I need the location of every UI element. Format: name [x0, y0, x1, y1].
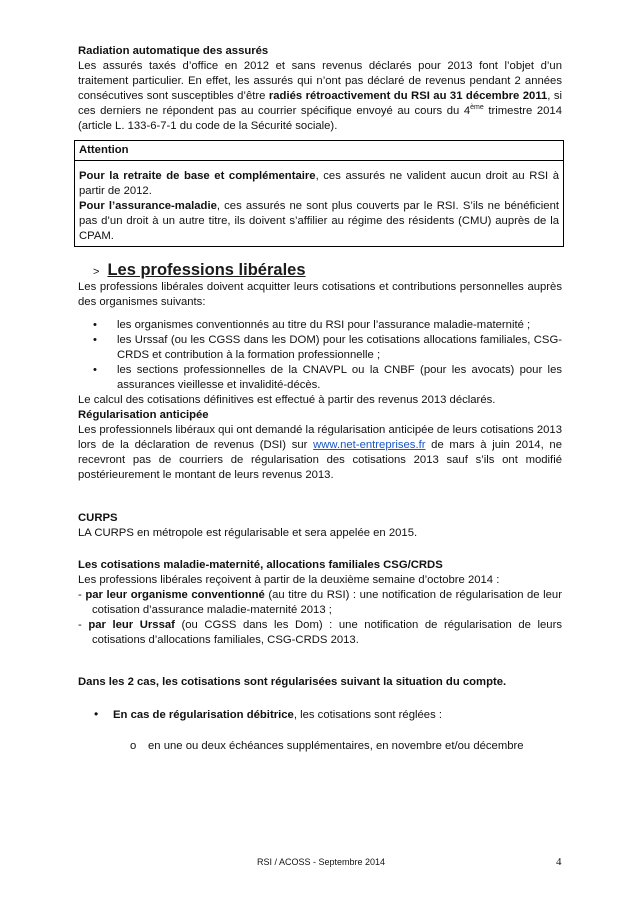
cotis-item-urssaf: - par leur Urssaf (ou CGSS dans les Dom) : une notification de régularisation de leurs cotisations d’allocations familiales, CSG-CRDS 2013. — [78, 619, 562, 646]
page-number: 4 — [556, 856, 562, 868]
curps-paragraph: LA CURPS en métropole est régularisable et sera appelée en 2015. — [78, 527, 418, 539]
debitrice-subitem: o en une ou deux échéances supplémentaires, en novembre et/ou décembre — [130, 740, 524, 752]
attention-title: Attention — [79, 144, 129, 156]
document-page — [78, 44, 562, 754]
attention-body: Pour la retraite de base et complémentaire, ces assurés ne valident aucun droit au RSI à partir de 2012. Pour l’assurance-maladie, ces assurés ne sont plus couverts par le RSI. S’ils ne bénéficient pas d’un droit à un autre titre, ils doivent s’affilier au régime des résidents (CMU) auprès de la CPAM. — [75, 160, 563, 246]
debitrice-item: • En cas de régularisation débitrice, les cotisations sont réglées : — [94, 707, 443, 721]
footer-text: RSI / ACOSS - Septembre 2014 — [257, 857, 386, 867]
organismes-list — [78, 318, 562, 393]
list-item: • les organismes conventionnés au titre du RSI pour l’assurance maladie-maternité ; — [93, 319, 531, 331]
bullet-icon: • — [94, 707, 99, 721]
bullet-icon: • — [93, 319, 97, 331]
radiation-heading: Radiation automatique des assurés — [78, 45, 269, 57]
section-arrow: > — [93, 266, 100, 278]
attention-box — [74, 140, 564, 247]
circle-bullet-icon: o — [130, 740, 137, 752]
intro-paragraph: Les professions libérales doivent acquitter leurs cotisations et contributions personnelles auprès des organismes suivants: — [78, 281, 562, 308]
dans-paragraph: Dans les 2 cas, les cotisations sont régularisées suivant la situation du compte. — [78, 676, 507, 688]
curps-heading: CURPS — [78, 512, 118, 524]
list-item: • les Urssaf (ou les CGSS dans les DOM) pour les cotisations allocations familiales, CSG-CRDS et contribution à la formation professionnelle ; — [93, 334, 562, 361]
list-item: • les sections professionnelles de la CNAVPL ou la CNBF (pour les avocats) pour les assurances vieillesse et invalidité-décès. — [93, 364, 562, 391]
bullet-icon: • — [93, 334, 97, 346]
section-title: Les professions libérales — [107, 261, 306, 279]
regul-paragraph: Les professionnels libéraux qui ont demandé la régularisation anticipée de leurs cotisations 2013 lors de la déclaration de revenus (DSI) sur www.net-entreprises.fr de mars à juin 2014, ne recevront pas de courriers de régularisation des cotisations 2013 sauf s’ils ont modifié postérieurement le montant de leurs revenus 2013. — [78, 424, 562, 481]
calcul-paragraph: Le calcul des cotisations définitives est effectué à partir des revenus 2013 déclarés. — [78, 394, 496, 406]
regul-heading: Régularisation anticipée — [78, 409, 209, 421]
cotis-intro: Les professions libérales reçoivent à partir de la deuxième semaine d’octobre 2014 : — [78, 574, 500, 586]
radiation-paragraph: Les assurés taxés d’office en 2012 et sans revenus déclarés pour 2013 font l’objet d’un traitement particulier. En effet, les assurés qui n’ont pas déclaré de revenus pendant 2 années consécutives sont susceptibles d’être radiés rétroactivement du RSI au 31 décembre 2011, si ces derniers ne répondent pas au courrier spécifique envoyé au cours du 4ème trimestre 2014 (article L. 133-6-7-1 du code de la Sécurité sociale). — [78, 60, 563, 132]
section-heading — [93, 263, 562, 280]
cotis-item-organisme: - par leur organisme conventionné (au titre du RSI) : une notification de régularisation de leur cotisation d’assurance maladie-maternité 2013 ; — [78, 589, 562, 616]
bullet-icon: • — [93, 364, 97, 376]
net-entreprises-link[interactable]: www.net-entreprises.fr — [313, 439, 426, 451]
cotis-heading: Les cotisations maladie-maternité, allocations familiales CSG/CRDS — [78, 559, 443, 571]
